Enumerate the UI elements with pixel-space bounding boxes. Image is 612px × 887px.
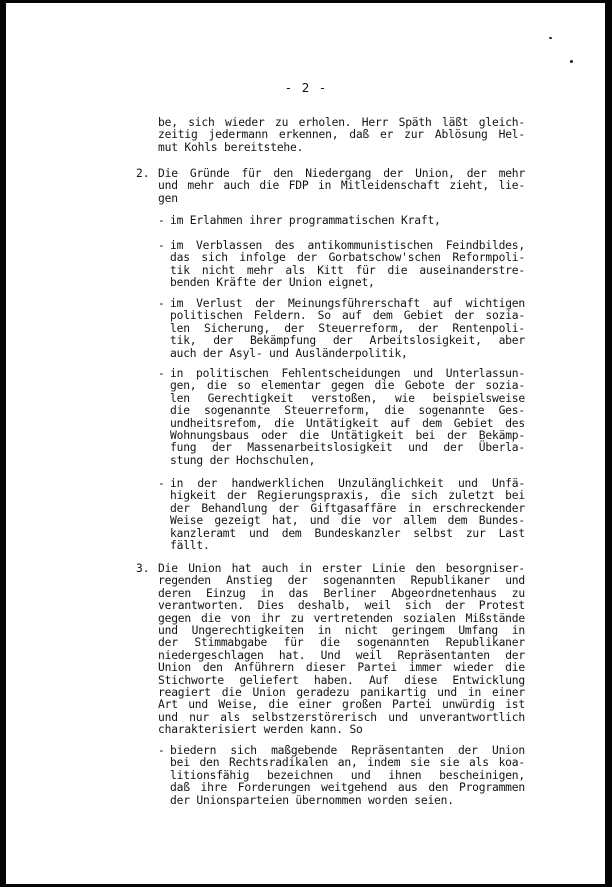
text-line: Union den Anführern dieser Partei immer wieder die bbox=[158, 661, 525, 675]
scan-speck bbox=[549, 37, 552, 39]
text-line: Stichworte geliefert haben. Auf diese Entwicklung bbox=[158, 673, 525, 687]
text-line: Wohnungsbaus oder die Untätigkeit bei der Bekämp- bbox=[170, 429, 525, 443]
text-line: len Gerechtigkeit verstoßen, wie beispielsweise bbox=[170, 391, 525, 405]
text-line: politischen Feldern. So auf dem Gebiet der sozia- bbox=[170, 309, 525, 323]
text-line: litionsfähig bezeichnen und ihnen bescheinigen, bbox=[170, 768, 525, 782]
bullet-dash: - bbox=[158, 367, 165, 380]
text-line: mut Kohls bereitstehe. bbox=[158, 140, 304, 154]
text-line: verantworten. Dies deshalb, weil sich der Protest bbox=[158, 599, 525, 613]
text-line: fällt. bbox=[170, 539, 210, 553]
text-line: im Verlust der Meinungsführerschaft auf wichtigen bbox=[170, 297, 525, 310]
text-line: und Ungerechtigkeiten in nicht geringem Umfang in bbox=[158, 624, 525, 638]
bullet-item bbox=[170, 215, 525, 227]
text-line: deren Einzug in das Berliner Abgeordnetenhaus zu bbox=[158, 586, 525, 600]
text-line: regenden Anstieg der sogenannten Republikaner und bbox=[158, 574, 525, 588]
text-line: stung der Hochschulen, bbox=[170, 453, 316, 467]
text-line: len Sicherung, der Steuerreform, der Rentenpoli- bbox=[170, 321, 525, 335]
text-line: Art und Weise, die einer großen Partei unwürdig ist bbox=[158, 698, 525, 712]
text-line: kanzleramt und dem Bundeskanzler selbst zur Last bbox=[170, 526, 525, 540]
text-line: Weise gezeigt hat, und die vor allem dem Bundes- bbox=[170, 514, 525, 528]
text-line: tik, der Bekämpfung der Arbeitslosigkeit, aber bbox=[170, 334, 525, 348]
text-line: der Stimmabgabe für die sogenannten Republikaner bbox=[158, 636, 525, 650]
text-line: tik nicht mehr als Kitt für die auseinanderstre- bbox=[170, 263, 525, 277]
text-line: biedern sich maßgebende Repräsentanten der Union bbox=[170, 744, 525, 757]
bullet-item bbox=[170, 368, 525, 467]
text-line: gegen die von ihr zu vertretenden sozialen Mißstände bbox=[158, 611, 525, 625]
text-line: und nur als selbstzerstörerisch und unverantwortlich bbox=[158, 710, 525, 724]
text-line: gen, die so elementar gegen die Gebote der sozia- bbox=[170, 379, 525, 393]
text-line: undheitsrefom, die Untätigkeit auf dem Gebiet des bbox=[170, 416, 525, 430]
bullet-dash: - bbox=[158, 477, 165, 490]
text-line: im Erlahmen ihrer programmatischen Kraft, bbox=[170, 214, 441, 227]
bullet-item bbox=[170, 298, 525, 360]
text-line: der Behandlung der Giftgasaffäre in erschreckender bbox=[170, 501, 525, 515]
text-line: be, sich wieder zu erholen. Herr Späth läßt gleich- bbox=[158, 116, 525, 129]
bullet-item bbox=[170, 745, 525, 807]
text-line: im Verblassen des antikommunistischen Feindbildes, bbox=[170, 239, 525, 252]
section-2-paragraph bbox=[158, 168, 525, 205]
bullet-item bbox=[170, 478, 525, 552]
bullet-item bbox=[170, 240, 525, 290]
text-line: in politischen Fehlentscheidungen und Unterlassun- bbox=[170, 367, 525, 380]
bullet-dash: - bbox=[158, 297, 165, 310]
text-line: bei den Rechtsradikalen an, indem sie sie als koa- bbox=[170, 756, 525, 770]
section-number: 2. bbox=[136, 167, 150, 180]
text-line: die sogenannte Steuerreform, die sogenannte Ges- bbox=[170, 404, 525, 418]
text-line: daß ihre Forderungen weitgehend aus den Programmen bbox=[170, 781, 525, 795]
scan-speck bbox=[570, 60, 573, 63]
page-number: - 2 - bbox=[284, 80, 328, 95]
text-line: in der handwerklichen Unzulänglichkeit und Unfä- bbox=[170, 477, 525, 490]
text-line: benden Kräfte der Union eignet, bbox=[170, 276, 375, 290]
text-line: und mehr auch die FDP in Mitleidenschaft zieht, lie- bbox=[158, 179, 525, 193]
text-line: Die Union hat auch in erster Linie den besorgniser- bbox=[158, 562, 525, 575]
bullet-dash: - bbox=[158, 214, 165, 227]
section-number: 3. bbox=[136, 562, 150, 575]
text-line: das sich infolge der Gorbatschow'schen Reformpoli- bbox=[170, 251, 525, 265]
text-line: fung der Massenarbeitslosigkeit und der Überla- bbox=[170, 441, 525, 455]
intro-paragraph bbox=[158, 117, 525, 154]
text-line: zeitig jedermann erkennen, daß er zur Ablösung Hel- bbox=[158, 128, 525, 142]
text-line: gen bbox=[158, 191, 178, 205]
text-line: niedergeschlagen hat. Und weil Repräsentanten der bbox=[158, 648, 525, 662]
text-line: auch der Asyl- und Ausländerpolitik, bbox=[170, 346, 408, 360]
text-line: Die Gründe für den Niedergang der Union, der mehr bbox=[158, 167, 525, 180]
text-line: reagiert die Union geradezu panikartig und in einer bbox=[158, 686, 525, 700]
text-line: der Unionsparteien übernommen worden seien. bbox=[170, 793, 454, 807]
bullet-dash: - bbox=[158, 239, 165, 252]
text-line: higkeit der Regierungspraxis, die sich zuletzt bei bbox=[170, 489, 525, 503]
section-3-paragraph bbox=[158, 563, 525, 737]
text-line: charakterisiert werden kann. So bbox=[158, 723, 363, 737]
bullet-dash: - bbox=[158, 744, 165, 757]
